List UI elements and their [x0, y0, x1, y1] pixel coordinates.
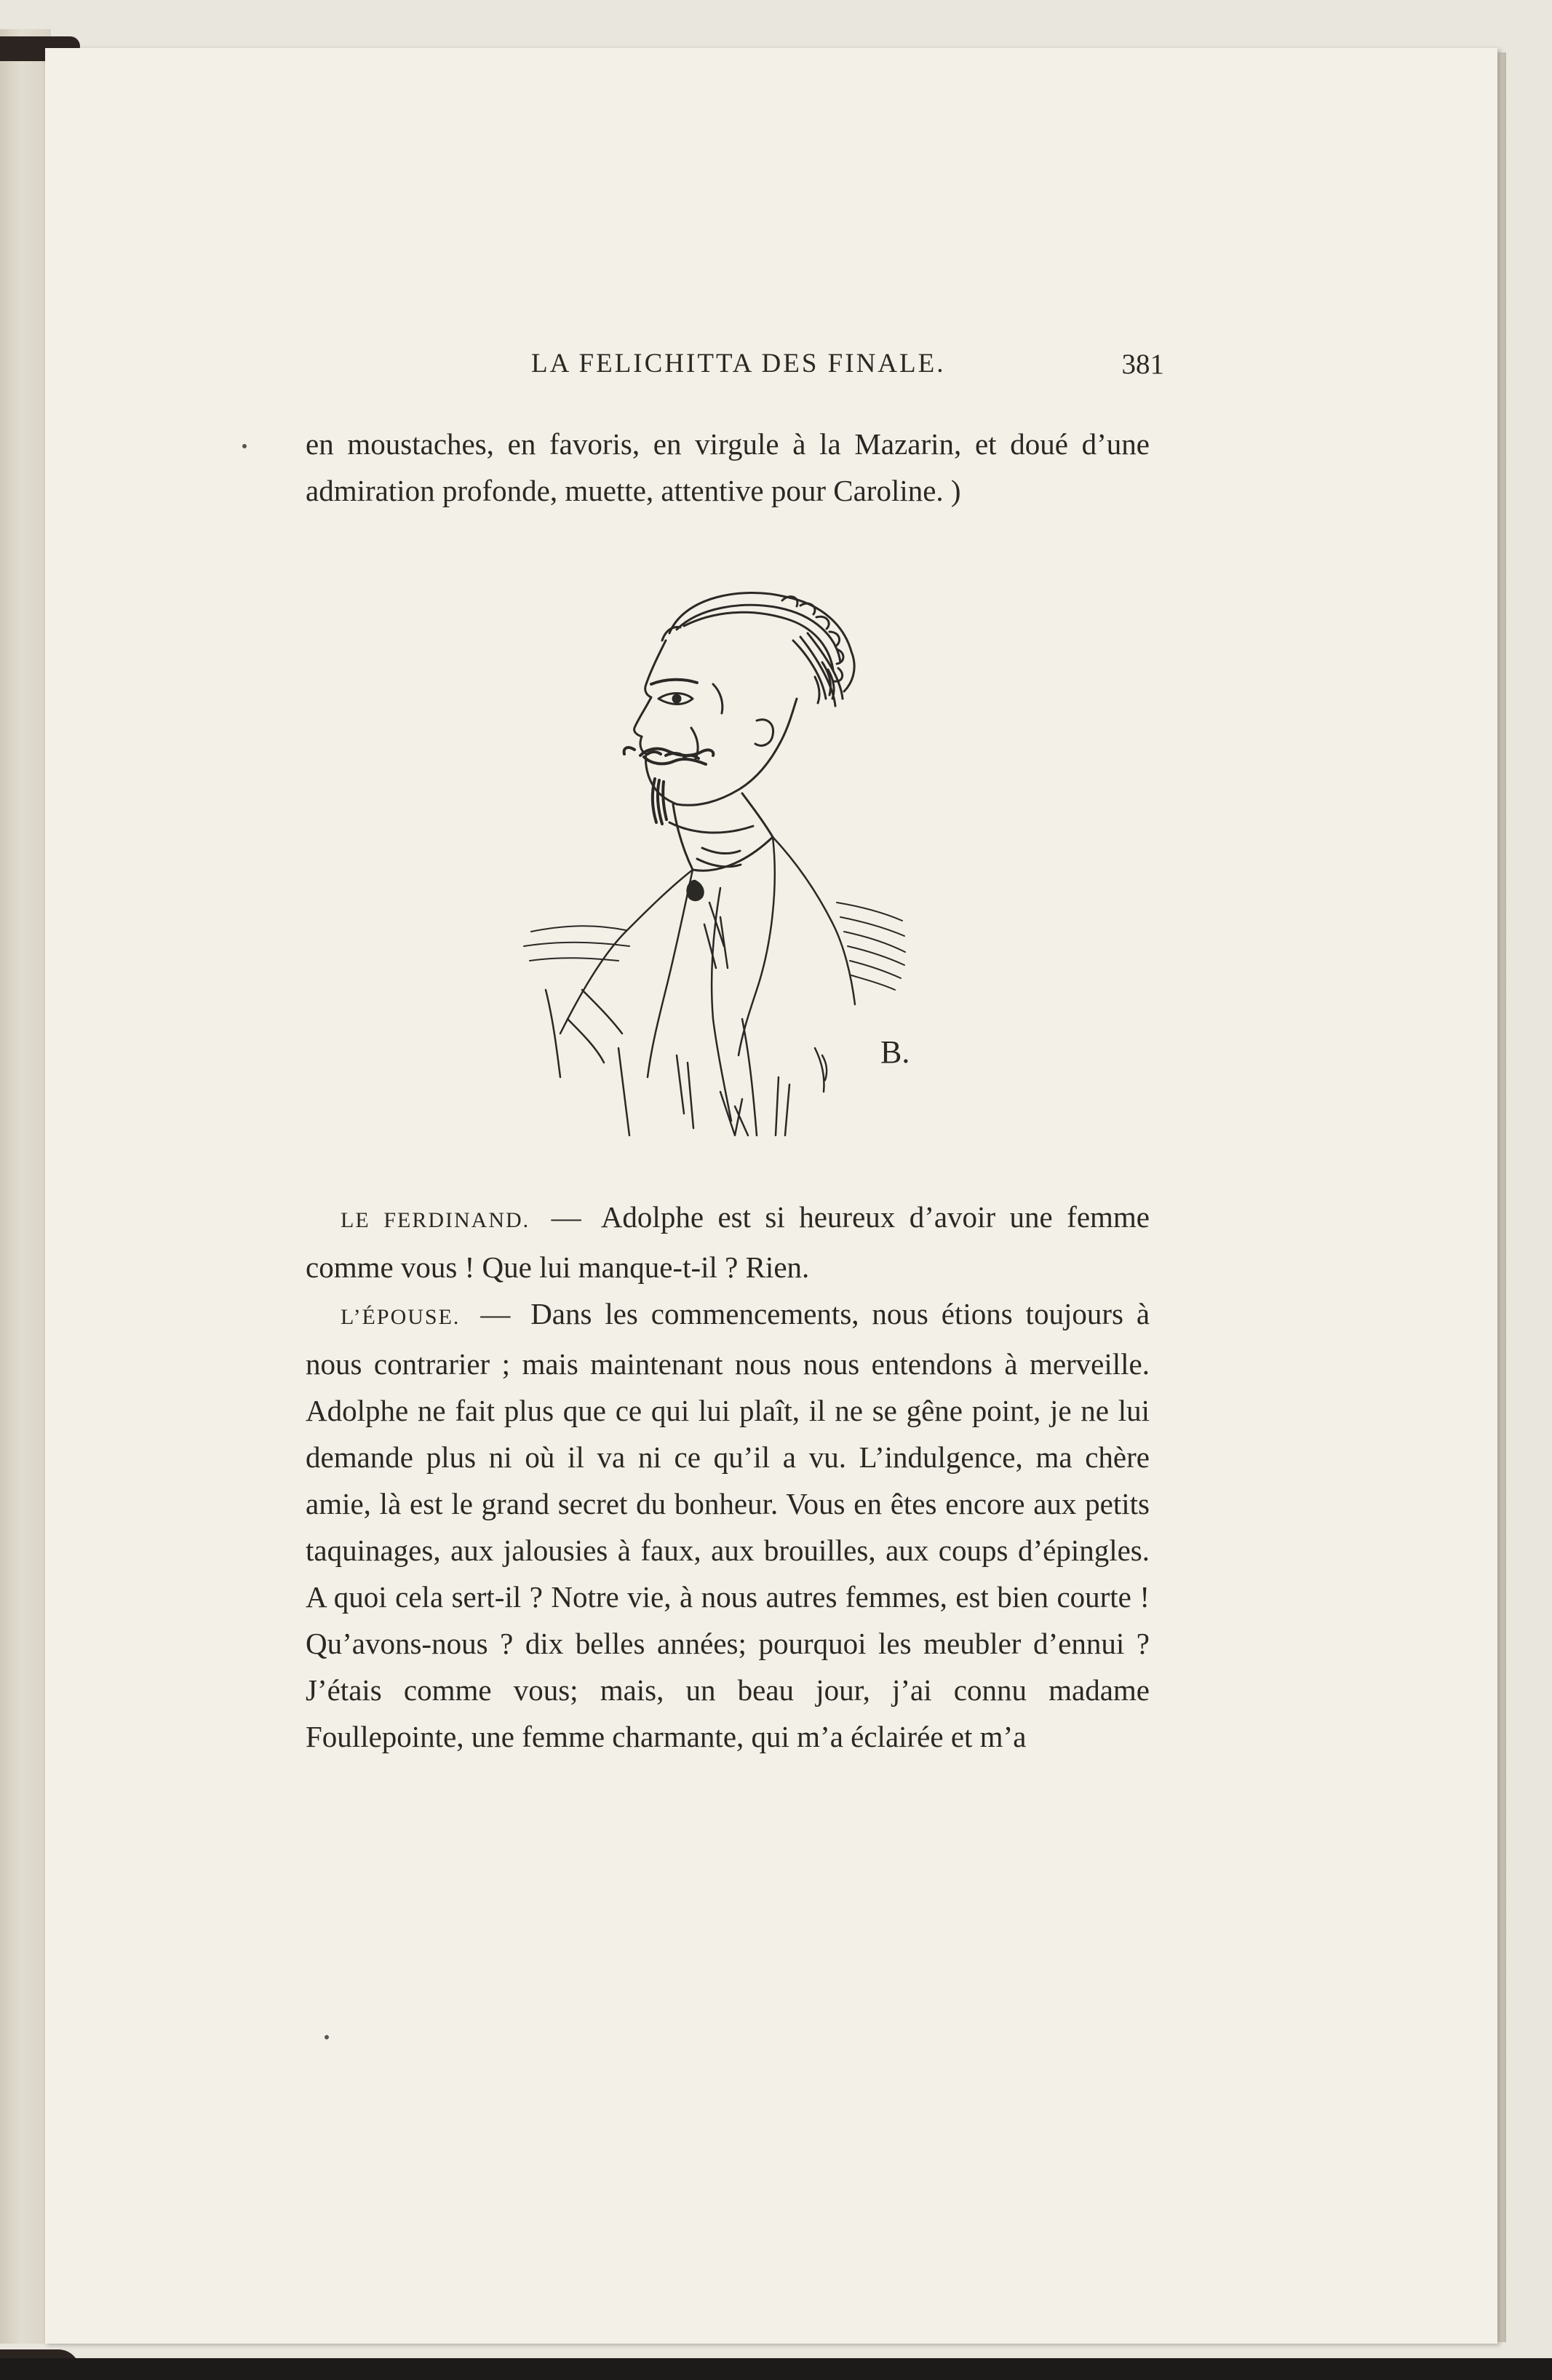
portrait-illustration	[502, 582, 968, 1179]
right-page-edge	[1497, 52, 1506, 2342]
dialogue-line	[306, 1194, 1150, 1290]
dialogue	[306, 1194, 1150, 1760]
moustache	[624, 747, 714, 764]
stray-mark	[325, 2035, 329, 2039]
hair	[662, 592, 854, 706]
speech-text: Dans les commencements, nous étions toujours à nous contrarier ; mais maintenant nous nous entendons à merveille. Adolphe ne fait plus que ce qui lui plaît, il ne se gêne point, je ne lui demande plus ni où il va ni ce qu’il a vu. L’indulgence, ma chère amie, là est le grand secret du bonheur. Vous en êtes encore aux petits taquinages, aux jalousies à faux, aux brouilles, aux coups d’épingles. A quoi cela sert-il ? Notre vie, à nous autres femmes, est bien courte ! Qu’avons-nous ? dix belles années; pourquoi les meubler d’ennui ? J’étais comme vous; mais, un beau jour, j’ai connu madame Foullepointe, une femme charmante, qui m’a éclairée et m’a	[306, 1297, 1150, 1753]
running-title: LA FELICHITTA DES FINALE.	[531, 349, 946, 378]
speaker-name: LE FERDINAND.	[341, 1208, 530, 1232]
speech-text: Adolphe est si heureux d’avoir une femme comme vous ! Que lui manque-t-il ? Rien.	[306, 1200, 1150, 1284]
goatee	[653, 779, 666, 824]
page-header	[298, 348, 1164, 392]
em-dash: —	[480, 1297, 511, 1330]
left-page-edge	[0, 29, 51, 2344]
artist-monogram: B.	[880, 1034, 910, 1070]
scan-bottom-bar	[0, 2358, 1552, 2380]
dialogue-line	[306, 1290, 1150, 1760]
speaker-name: L’ÉPOUSE.	[341, 1305, 461, 1329]
opening-paragraph-text: en moustaches, en favoris, en virgule à la Mazarin, et doué d’une admiration profonde, muette, attentive pour Caroline. )	[306, 427, 1150, 507]
coat	[524, 837, 905, 1135]
stray-mark	[242, 444, 247, 448]
opening-paragraph	[306, 421, 1150, 514]
em-dash: —	[551, 1200, 581, 1234]
page-number: 381	[1121, 349, 1164, 380]
